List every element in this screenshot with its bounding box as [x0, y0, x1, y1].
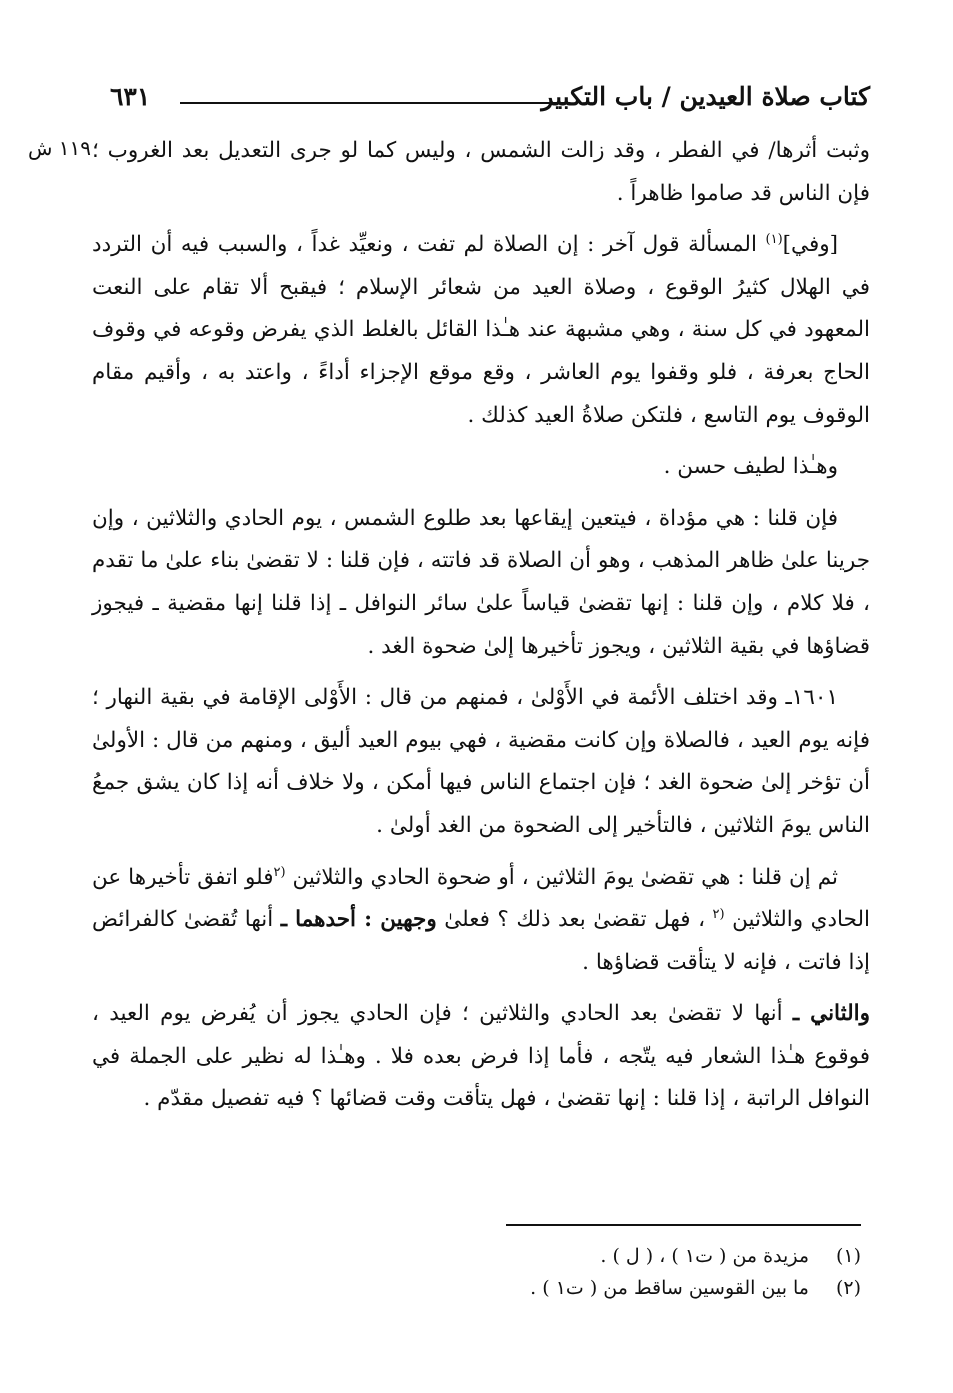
margin-manuscript-note: ١١٩ ش — [28, 136, 92, 160]
page-number: ٦٣١ — [110, 82, 151, 111]
footnote-ref-1: (١) — [765, 232, 783, 248]
footnote-2 — [101, 1272, 861, 1304]
paragraph-text: وهـٰذا لطيف حسن . — [663, 454, 838, 480]
footnote-number: (١) — [835, 1245, 861, 1267]
footnote-ref-2-close: (٢ — [712, 906, 725, 922]
footnote-divider — [506, 1224, 861, 1226]
paragraph-1 — [92, 130, 870, 215]
footnote-ref-2-open: (٢ — [273, 864, 286, 880]
footnotes — [101, 1240, 861, 1304]
running-header — [110, 78, 870, 118]
paragraph-text: ثم إن قلنا : هي تقضىٰ يومَ الثلاثين ، أو ضحوة الحادي والثلاثين — [285, 864, 838, 890]
paragraph-text: فإن قلنا : هي مؤداة ، فيتعين إيقاعها بعد طلوع الشمس ، يوم الحادي والثلاثين ، وإن جرينا علىٰ ظاهر المذهب ، وهو أن الصلاة قد فاتته ، فإن قلنا : لا تقضىٰ بناء علىٰ ما تقدم ، فلا كلام ، وإن قلنا : إنها تقضىٰ قياساً علىٰ سائر النوافل ـ إذا قلنا إنها مقضية ـ فيجوز قضاؤها في بقية الثلاثين ، ويجوز تأخيرها إلىٰ ضحوة الغد . — [92, 505, 870, 659]
header-rule — [180, 102, 570, 104]
paragraph-6 — [92, 857, 870, 985]
paragraph-5 — [92, 677, 870, 847]
paragraph-7 — [92, 993, 870, 1121]
paragraph-4 — [92, 498, 870, 668]
footnote-text: ما بين القوسين ساقط من ( ت١ ) . — [530, 1277, 809, 1299]
bracket-insert: [وفي] — [782, 232, 838, 258]
header-title: كتاب صلاة العيدين / باب التكبير — [541, 82, 870, 111]
footnote-1 — [101, 1240, 861, 1272]
main-text — [92, 130, 870, 1130]
bold-term: وجهين : أحدهما ـ — [280, 907, 437, 933]
paragraph-text: ١٦٠١ـ وقد اختلف الأئمة في الأَوْلىٰ ، فمنهم من قال : الأَوْلى الإقامة في بقية النهار ؛ فإنه يوم العيد ، فالصلاة وإن كانت مقضية ، فهي بيوم العيد أليق ، ومنهم من قال : الأولىٰ أن تؤخر إلىٰ ضحوة الغد ؛ فإن اجتماع الناس فيها أمكن ، ولا خلاف أنه إذا كان يشق جمعُ الناس يومَ الثلاثين ، فالتأخير إلى الضحوة من الغد أولىٰ . — [92, 685, 870, 838]
paragraph-text: وثبت أثرها/ في الفطر ، وقد زالت الشمس ، وليس كما لو جرى التعديل بعد الغروب ؛ فإن الناس قد صاموا ظاهراً . — [92, 138, 870, 206]
paragraph-text: ، فهل تقضىٰ بعد ذلك ؟ فعلىٰ — [436, 907, 713, 933]
paragraph-text: أنها تُقضىٰ كالفرائض إذا فاتت ، فإنه لا يتأقت قضاؤها . — [92, 907, 870, 975]
paragraph-text: فلو اتفق تأخيرها عن الحادي والثلاثين — [92, 864, 871, 933]
paragraph-3 — [92, 446, 870, 489]
footnote-text: مزيدة من ( ت١ ) ، ( ل ) . — [600, 1245, 809, 1267]
paragraph-2 — [92, 224, 870, 437]
bold-term: والثاني ـ — [792, 1001, 870, 1027]
paragraph-text: المسألة قول آخر : إن الصلاة لم تفت ، ونعيِّد غداً ، والسبب فيه أن التردد في الهلال كثيرُ الوقوع ، وصلاة العيد من شعائر الإسلام ؛ فيقبح ألا تقام على النعت المعهود في كل سنة ، وهي مشبهة عند هـٰذا القائل بالغلط الذي يفرض وقوعه في وقوف الحاج بعرفة ، فلو وقفوا يوم العاشر ، وقع موقع الإجزاء أداءً ، واعتد به ، وأقيم مقام الوقوف يوم التاسع ، فلتكن صلاةُ العيد كذلك . — [92, 232, 870, 428]
footnote-number: (٢) — [835, 1277, 861, 1299]
paragraph-text: أنها لا تقضىٰ بعد الحادي والثلاثين ؛ فإن الحادي يجوز أن يُفرض يوم العيد ، فوقوع هـٰذا الشعار فيه يتّجه ، فأما إذا فرض بعده فلا . وهـٰذا له نظير على الجملة في النوافل الراتبة ، إذا قلنا : إنها تقضىٰ ، فهل يتأقت وقت قضائها ؟ فيه تفصيل مقدّم . — [92, 1001, 870, 1112]
